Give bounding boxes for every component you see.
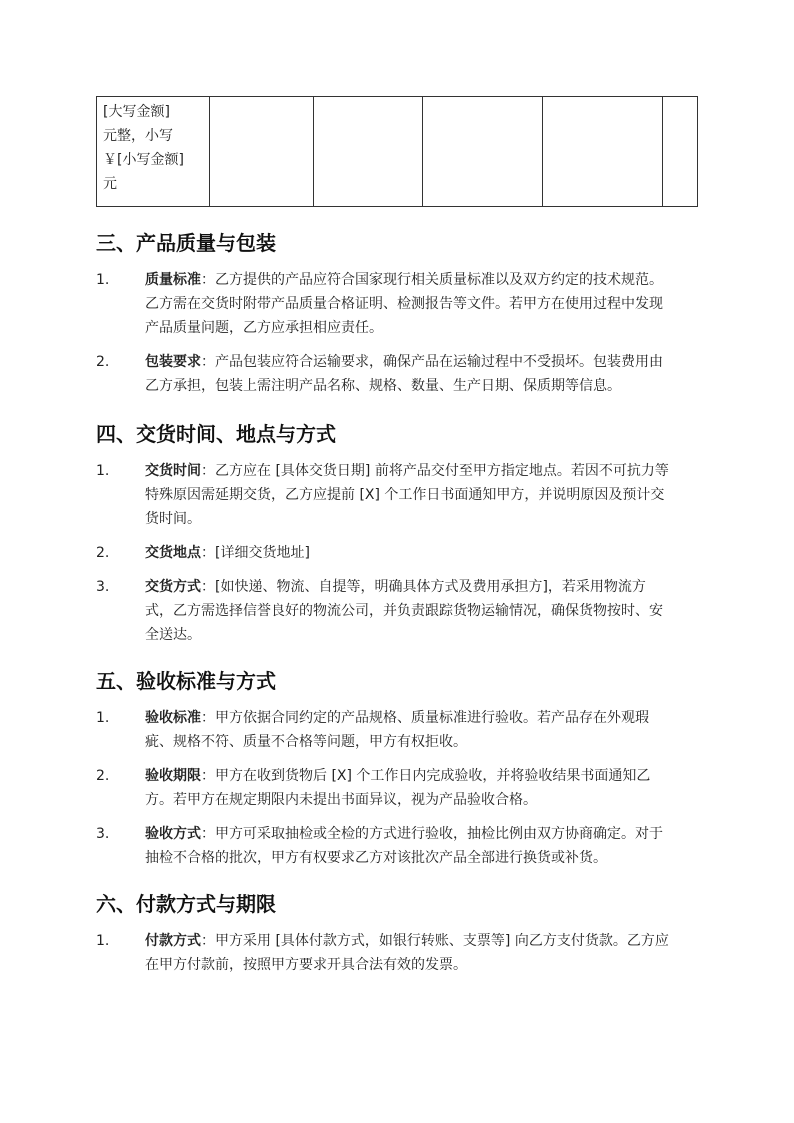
item-label: 包装要求 [145,354,201,370]
item-text: ：甲方依据合同约定的产品规格、质量标准进行验收。若产品存在外观瑕 [201,710,649,726]
item-text: 方。若甲方在规定期限内未提出书面异议，视为产品验收合格。 [145,792,537,808]
item-text: ：甲方可采取抽检或全检的方式进行验收，抽检比例由双方协商确定。对于 [201,826,663,842]
item-label: 付款方式 [145,933,201,949]
item-text: 特殊原因需延期交货，乙方应提前 [X] 个工作日书面通知甲方，并说明原因及预计交 [145,487,665,503]
item-label: 交货方式 [145,579,201,595]
section-heading: 五、验收标准与方式 [96,669,276,693]
item-label: 验收期限 [145,768,201,784]
list-item [96,764,700,812]
empty-cell [663,97,698,207]
item-text: ：乙方提供的产品应符合国家现行相关质量标准以及双方约定的技术规范。 [201,272,663,288]
item-text: 式，乙方需选择信誉良好的物流公司，并负责跟踪货物运输情况，确保货物按时、安 [145,603,663,619]
section-heading: 四、交货时间、地点与方式 [96,422,336,446]
item-text: 乙方承担，包装上需注明产品名称、规格、数量、生产日期、保质期等信息。 [145,378,621,394]
item-number: 1. [96,272,110,288]
item-text: 疵、规格不符、质量不合格等问题，甲方有权拒收。 [145,734,467,750]
item-text: ：乙方应在 [具体交货日期] 前将产品交付至甲方指定地点。若因不可抗力等 [201,463,669,479]
list-item [96,706,700,754]
item-text: ：[详细交货地址] [201,545,310,561]
item-number: 3. [96,579,110,595]
empty-cell [423,97,543,207]
empty-cell [210,97,314,207]
section-delivery [96,419,700,647]
item-number: 1. [96,710,110,726]
list-item [96,929,700,977]
section-quality-packaging [96,228,700,398]
item-number: 1. [96,463,110,479]
amount-table [96,96,698,207]
section-acceptance [96,666,700,870]
amount-cell [97,97,210,207]
section-payment [96,889,700,977]
item-text: 货时间。 [145,511,201,527]
list-item [96,541,700,565]
item-text: 产品质量问题，乙方应承担相应责任。 [145,320,383,336]
item-label: 交货地点 [145,545,201,561]
item-number: 2. [96,354,110,370]
item-text: 在甲方付款前，按照甲方要求开具合法有效的发票。 [145,957,467,973]
section-heading: 六、付款方式与期限 [96,892,276,916]
amount-cell-line: ￥[小写金额] [103,152,184,168]
list-item [96,459,700,531]
empty-cell [314,97,423,207]
item-label: 验收方式 [145,826,201,842]
list-item [96,268,700,340]
item-number: 3. [96,826,110,842]
item-label: 质量标准 [145,272,201,288]
list-item [96,350,700,398]
empty-cell [543,97,663,207]
amount-cell-line: 元整，小写 [103,128,173,144]
list-item [96,575,700,647]
item-text: 乙方需在交货时附带产品质量合格证明、检测报告等文件。若甲方在使用过程中发现 [145,296,663,312]
table-row [97,97,698,207]
section-heading: 三、产品质量与包装 [96,231,276,255]
item-text: ：甲方在收到货物后 [X] 个工作日内完成验收，并将验收结果书面通知乙 [201,768,651,784]
item-label: 交货时间 [145,463,201,479]
item-number: 2. [96,768,110,784]
item-label: 验收标准 [145,710,201,726]
amount-cell-line: [大写金额] [103,104,170,120]
item-number: 2. [96,545,110,561]
amount-cell-line: 元 [103,176,117,192]
item-number: 1. [96,933,110,949]
item-text: ：甲方采用 [具体付款方式，如银行转账、支票等] 向乙方支付货款。乙方应 [201,933,669,949]
item-text: 全送达。 [145,627,201,643]
item-text: ：产品包装应符合运输要求，确保产品在运输过程中不受损坏。包装费用由 [201,354,663,370]
item-text: 抽检不合格的批次，甲方有权要求乙方对该批次产品全部进行换货或补货。 [145,850,607,866]
item-text: ：[如快递、物流、自提等，明确具体方式及费用承担方]，若采用物流方 [201,579,646,595]
list-item [96,822,700,870]
